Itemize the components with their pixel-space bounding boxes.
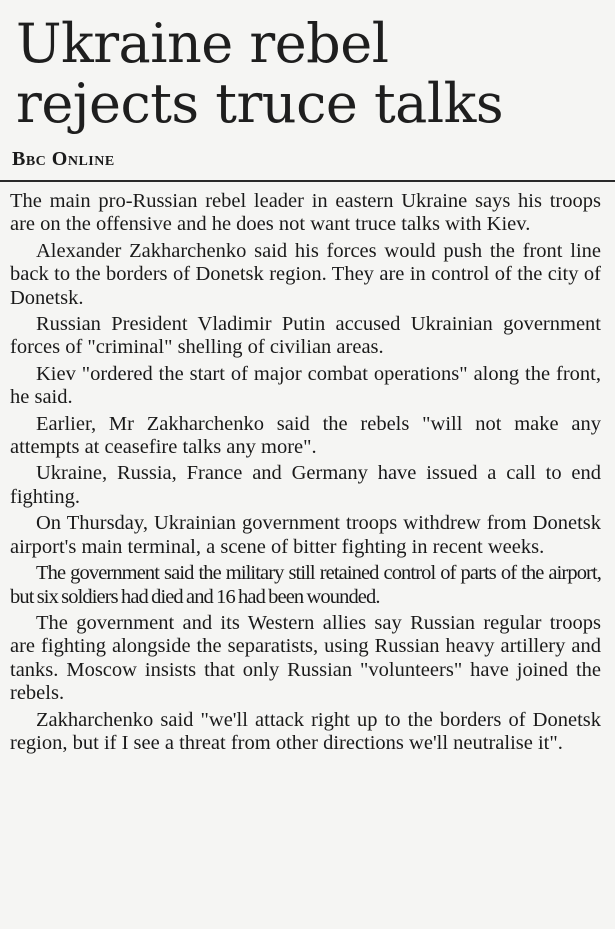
paragraph: Zakharchenko said "we'll attack right up to the borders of Donetsk region, but if I see a threat from other directions we'll neutralise it". (10, 708, 601, 754)
divider-rule (0, 180, 615, 182)
paragraph: Kiev "ordered the start of major combat operations" along the front, he said. (10, 362, 601, 409)
paragraph: On Thursday, Ukrainian government troops withdrew from Donetsk airport's main terminal, a scene of bitter fighting in recent weeks. (10, 512, 601, 558)
article-body (10, 190, 601, 755)
paragraph: Alexander Zakharchenko said his forces would push the front line back to the borders of Donetsk region. They are in control of the city of Donetsk. (10, 239, 601, 309)
headline (16, 14, 601, 134)
paragraph: The main pro-Russian rebel leader in eastern Ukraine says his troops are on the offensive and he does not want truce talks with Kiev. (10, 190, 601, 236)
paragraph: Earlier, Mr Zakharchenko said the rebels "will not make any attempts at ceasefire talks any more". (10, 412, 601, 459)
paragraph: Ukraine, Russia, France and Germany have issued a call to end fighting. (10, 462, 601, 508)
headline-line-1: Ukraine rebel (16, 12, 389, 75)
paragraph: Russian President Vladimir Putin accused Ukrainian government forces of "criminal" shelling of civilian areas. (10, 313, 601, 359)
headline-line-2: rejects truce talks (16, 72, 504, 135)
byline: Bbc Online (12, 148, 115, 170)
paragraph: The government said the military still retained control of parts of the airport, but six soldiers had died and 16 had been wounded. (10, 562, 601, 608)
paragraph: The government and its Western allies say Russian regular troops are fighting alongside the separatists, using Russian heavy artillery and tanks. Moscow insists that only Russian "volunteers" have joined the rebels. (10, 611, 601, 705)
